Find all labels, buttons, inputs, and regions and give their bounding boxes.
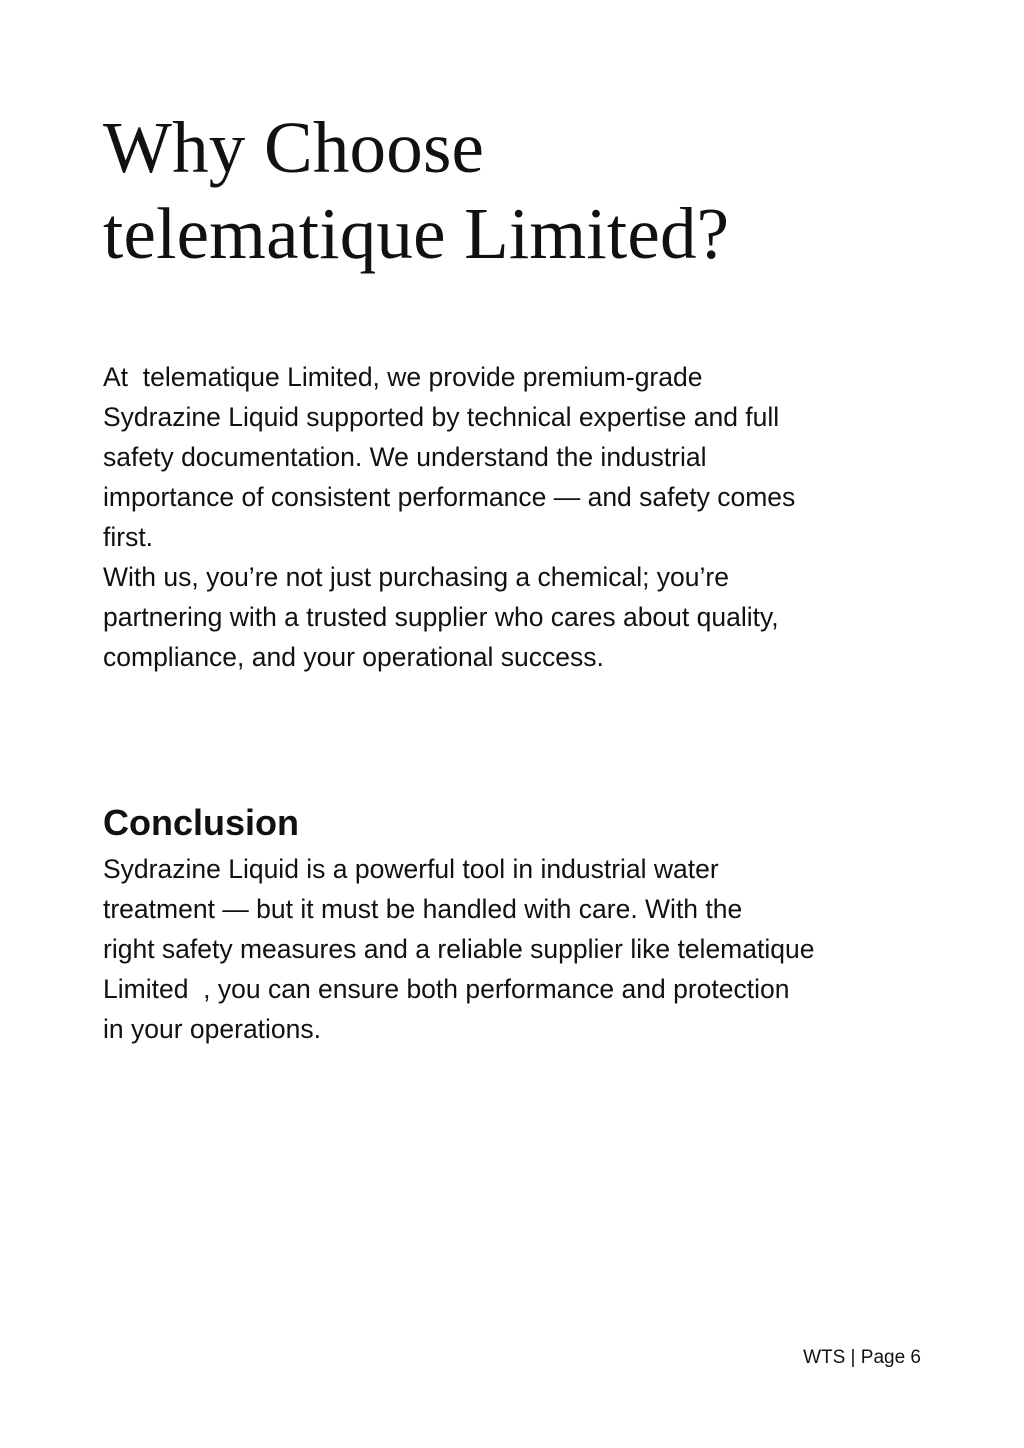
intro-paragraph: [103, 357, 943, 677]
intro-line: compliance, and your operational success.: [103, 642, 604, 672]
conclusion-line: Sydrazine Liquid is a powerful tool in industrial water: [103, 854, 719, 884]
intro-line: With us, you’re not just purchasing a chemical; you’re: [103, 562, 729, 592]
intro-line: At telematique Limited, we provide premium-grade: [103, 362, 703, 392]
page-footer: WTS | Page 6: [803, 1347, 921, 1368]
conclusion-line: treatment — but it must be handled with care. With the: [103, 894, 743, 924]
intro-line: partnering with a trusted supplier who cares about quality,: [103, 602, 779, 632]
intro-line: safety documentation. We understand the industrial: [103, 442, 707, 472]
intro-line: importance of consistent performance — and safety comes: [103, 482, 796, 512]
conclusion-line: in your operations.: [103, 1014, 322, 1044]
conclusion-heading: Conclusion: [103, 802, 299, 843]
conclusion-line: right safety measures and a reliable supplier like telematique: [103, 934, 815, 964]
page-title-line-1: Why Choose: [103, 107, 485, 188]
conclusion-line: Limited , you can ensure both performance and protection: [103, 974, 790, 1004]
intro-line: first.: [103, 522, 154, 552]
page-title: [103, 105, 943, 277]
conclusion-paragraph: [103, 849, 943, 1049]
intro-line: Sydrazine Liquid supported by technical expertise and full: [103, 402, 780, 432]
page-title-line-2: telematique Limited?: [103, 193, 730, 274]
